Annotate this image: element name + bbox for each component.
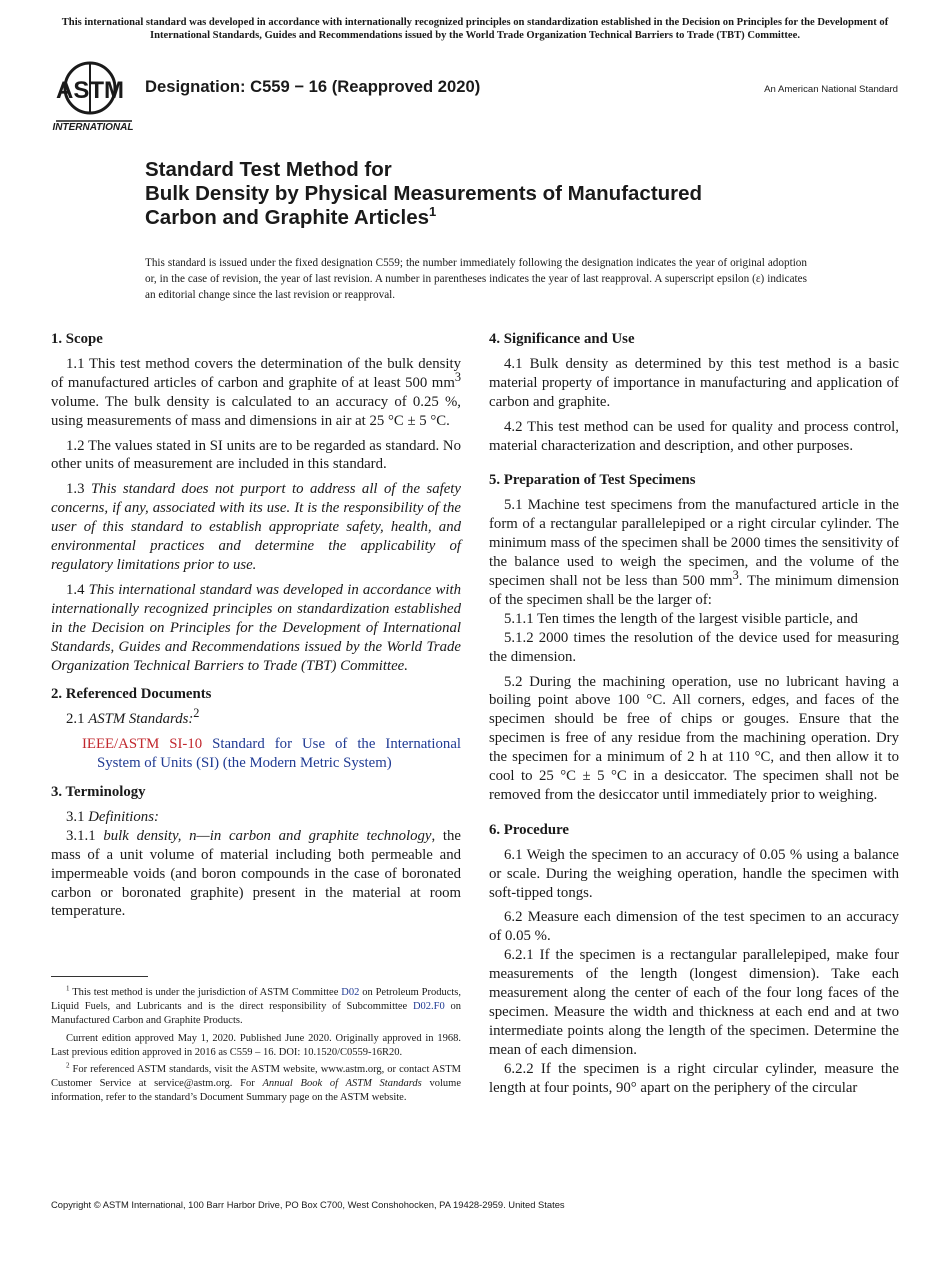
- paragraph-2-1: 2.1 ASTM Standards:$^2$: [66, 706, 200, 728]
- paragraph-4-2: 4.2 This test method can be used for quality and process control, material characterization and description, and other purposes.: [489, 418, 899, 454]
- section-heading-preparation: 5. Preparation of Test Specimens: [489, 472, 696, 489]
- paragraph-5-1-1: 5.1.1 Ten times the length of the largest visible particle, and: [504, 610, 858, 627]
- paragraph-5-1: 5.1 Machine test specimens from the manufactured article in the form of a rectangular parallelepiped or a right circular cylinder. The minimum mass of the specimen shall be 2000 times the sensitivity of the balance used to weigh the specimen, and the volume of the specimen shall not be less than 500 $mm^3$. The minimum dimension of the specimen shall be the larger of:: [489, 497, 899, 608]
- copyright-footer: Copyright © ASTM International, 100 Barr Harbor Drive, PO Box C700, West Conshohocken, PA 19428-2959. United States: [51, 1199, 565, 1210]
- paragraph-1-1: 1.1 This test method covers the determination of the bulk density of manufactured articles of carbon and graphite of at least 500 $mm^3$ volume. The bulk density is calculated to an accuracy of 0.25 %, using measurements of mass and dimensions in air at 25 °C ± 5 °C.: [51, 355, 461, 429]
- right-column: [489, 330, 899, 1104]
- section-heading-scope: 1. Scope: [51, 331, 103, 347]
- paragraph-6-2-2: 6.2.2 If the specimen is a right circular cylinder, measure the length at four points, 90° apart on the periphery of the circular: [489, 1060, 899, 1096]
- paragraph-1-3: 1.3 This standard does not purport to address all of the safety concerns, if any, associated with its use. It is the responsibility of the user of this standard to establish appropriate safety, health, and environmental practices and determine the applicability of regulatory limitations prior to use.: [51, 481, 461, 573]
- paragraph-1-4: 1.4 This international standard was developed in accordance with internationally recognized principles on standardization established in the Decision on Principles for the Development of International Standards, Guides and Recommendations issued by the World Trade Organization Technical Barriers to Trade (TBT) Committee.: [51, 581, 461, 674]
- reference-si10-code-link[interactable]: IEEE/ASTM SI-10: [82, 736, 203, 753]
- section-heading-terminology: 3. Terminology: [51, 784, 146, 801]
- left-column: [51, 330, 461, 927]
- section-heading-significance: 4. Significance and Use: [489, 331, 635, 347]
- reference-si10-title-link[interactable]: Standard for Use of the International System of Units (SI) (the Modern Metric System): [97, 736, 461, 772]
- reference-si10: [66, 735, 461, 773]
- astm-logo: [50, 58, 136, 134]
- footnote-1: $^1$ This test method is under the jurisdiction of ASTM Committee D02 on Petroleum Products, Liquid Fuels, and Lubricants and is the direct responsibility of Subcommittee D02.F0 on Manufactured Carbon and Graphite Products.: [51, 984, 461, 1027]
- title-line-1: Standard Test Method for: [145, 158, 392, 181]
- title-footnote-mark: 1: [429, 204, 437, 220]
- paragraph-5-2: 5.2 During the machining operation, use no lubricant having a boiling point above 100 °C. All corners, edges, and faces of the specimen should be free of chips or gouges. Ensure that the specimen is free of any residue from the machining operation. Dry the specimen for a minimum of 2 h at 110 °C, and then allow it to cool to 25 °C ± 5 °C in a desiccator. The specimen shall not be removed from the desiccator until immediately prior to weighing.: [489, 673, 899, 803]
- document-title: [145, 158, 702, 230]
- paragraph-6-2-1: 6.2.1 If the specimen is a rectangular parallelepiped, make four measurements of the length (longest dimension). Take each measurement along the center of each of the four long faces of the specimen. Measure the width and thickness at each end and at two intermediate points along the length of the specimen. Determine the mean of each dimension.: [489, 947, 899, 1058]
- logo-text: ASTM: [56, 77, 124, 104]
- paragraph-6-1: 6.1 Weigh the specimen to an accuracy of 0.05 % using a balance or scale. During the weighing operation, handle the specimen with soft-tipped tongs.: [489, 846, 899, 901]
- title-line-2: Bulk Density by Physical Measurements of Manufactured: [145, 182, 703, 205]
- footnote-rule: [51, 976, 148, 977]
- logo-subtext: INTERNATIONAL: [52, 122, 134, 133]
- paragraph-6-2: 6.2 Measure each dimension of the test specimen to an accuracy of 0.05 %.: [489, 909, 899, 945]
- paragraph-3-1-1: 3.1.1 bulk density, n—in carbon and graphite technology, the mass of a unit volume of material including both permeable and impermeable voids (and boron compounds in the case of boronated carbon or boronated graphite) present in the material at room temperature.: [51, 827, 461, 920]
- paragraph-1-2: 1.2 The values stated in SI units are to be regarded as standard. No other units of measurement are included in this standard.: [51, 437, 461, 473]
- issuance-note: This standard is issued under the fixed designation C559; the number immediately following the designation indicates the year of original adoption or, in the case of revision, the year of last revision. A number in parentheses indicates the year of last reapproval. A superscript epsilon (ε) indicates an editorial change since the last revision or reapproval.: [145, 257, 807, 301]
- edition-note: Current edition approved May 1, 2020. Published June 2020. Originally approved in 1968. Last previous edition approved in 2016 as C559 – 16. DOI: 10.1520/C0559-16R20.: [51, 1032, 461, 1058]
- footnotes: [51, 986, 461, 1109]
- paragraph-3-1: 3.1 Definitions:: [66, 808, 159, 825]
- paragraph-5-1-2: 5.1.2 2000 times the resolution of the device used for measuring the dimension.: [489, 629, 899, 665]
- section-heading-referenced-documents: 2. Referenced Documents: [51, 686, 212, 703]
- tbt-notice: This international standard was developed in accordance with internationally recognized principles on standardization established in the Decision on Principles for the Development of International Standards, Guides and Recommendations issued by the World Trade Organization Technical Barriers to Trade (TBT) Committee.: [61, 17, 889, 41]
- designation: Designation: C559 − 16 (Reapproved 2020): [145, 77, 481, 96]
- committee-d02-link[interactable]: D02: [341, 987, 360, 998]
- section-heading-procedure: 6. Procedure: [489, 821, 569, 838]
- paragraph-4-1: 4.1 Bulk density as determined by this test method is a basic material property of importance in manufacturing and application of carbon and graphite.: [489, 355, 899, 410]
- footnote-2: $^2$ For referenced ASTM standards, visit the ASTM website, www.astm.org, or contact ASTM Customer Service at service@astm.org. For Annual Book of ASTM Standards volume information, refer to the standard’s Document Summary page on the ASTM website.: [51, 1061, 461, 1104]
- title-line-3: Carbon and Graphite Articles$^1$: [145, 204, 437, 229]
- national-standard-label: An American National Standard: [764, 84, 898, 95]
- subcommittee-d02f0-link[interactable]: D02.F0: [412, 1001, 445, 1013]
